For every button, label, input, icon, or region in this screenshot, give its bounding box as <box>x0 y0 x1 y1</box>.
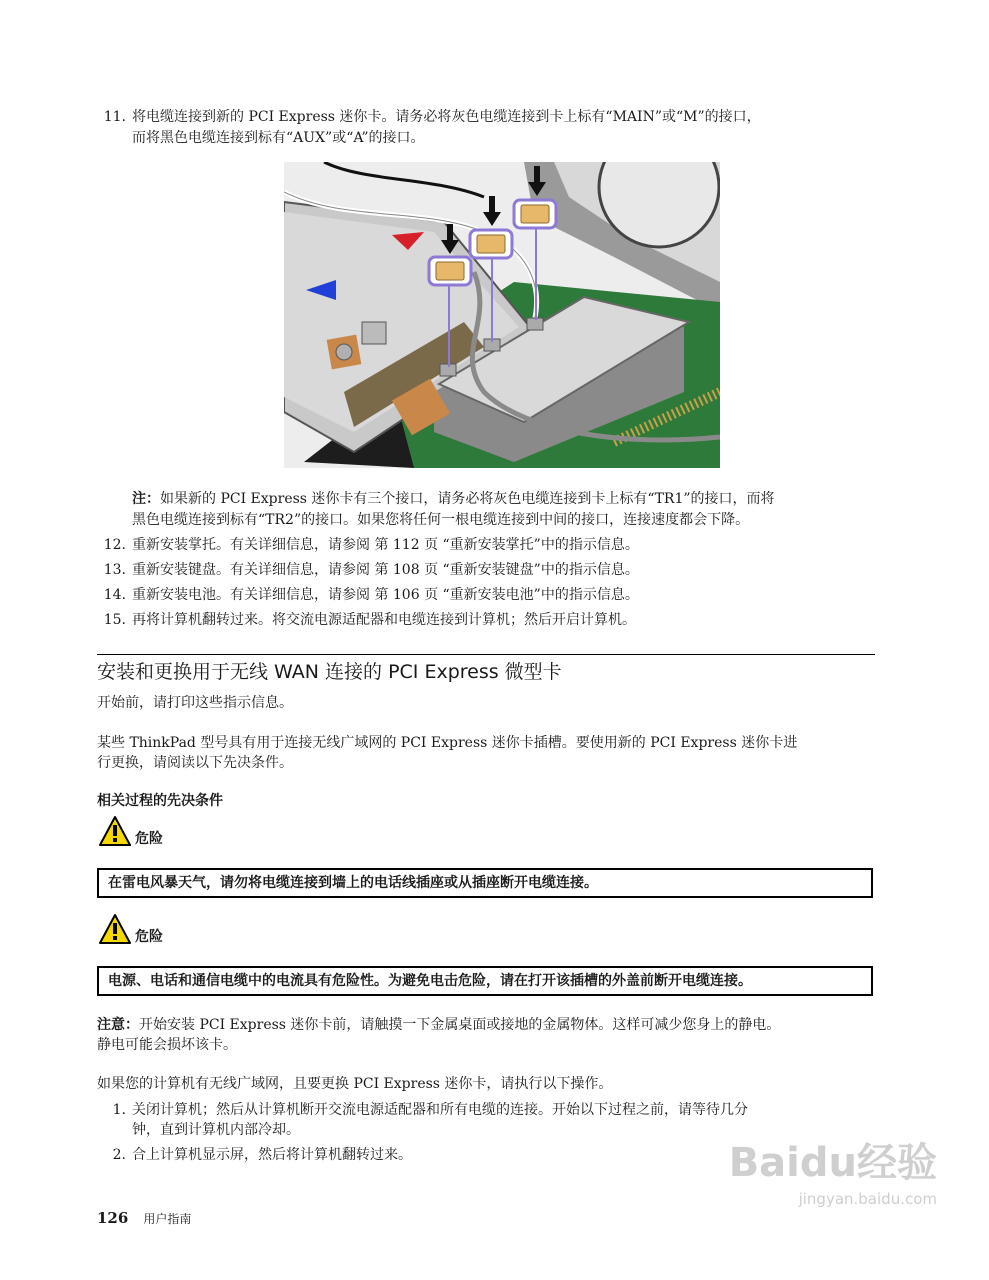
step-text: 关闭计算机；然后从计算机断开交流电源适配器和所有电缆的连接。开始以下过程之前，请等待几分 <box>132 1102 748 1118</box>
connector-aux <box>429 257 471 285</box>
list-item <box>96 584 639 606</box>
section-paragraph: 某些 ThinkPad 型号具有用于连接无线广域网的 PCI Express 迷你卡插槽。要使用新的 PCI Express 迷你卡进 <box>97 735 798 751</box>
warning-triangle-icon <box>98 815 132 847</box>
note-static-continuation: 静电可能会损坏该卡。 <box>97 1037 237 1053</box>
danger-notice-2 <box>98 913 218 953</box>
step-text: 重新安装电池。有关详细信息，请参阅 第 106 页 “重新安装电池”中的指示信息。 <box>132 587 639 603</box>
danger-label: 危险 <box>135 929 163 945</box>
watermark-url: jingyan.baidu.com <box>798 1190 937 1208</box>
section-paragraph-continuation: 行更换，请阅读以下先决条件。 <box>97 755 293 771</box>
procedure-intro: 如果您的计算机有无线广域网，且要更换 PCI Express 迷你卡，请执行以下操作。 <box>97 1076 613 1092</box>
danger-label: 危险 <box>135 831 163 847</box>
list-item <box>96 534 639 556</box>
step-text: 重新安装掌托。有关详细信息，请参阅 第 112 页 “重新安装掌托”中的指示信息。 <box>132 537 639 553</box>
note-figure-continuation: 黑色电缆连接到标有“TR2”的接口。如果您将任何一根电缆连接到中间的接口，连接速度都会下降。 <box>132 512 750 528</box>
watermark-logo: Baidu经验 <box>728 1140 937 1186</box>
note-static <box>97 1014 780 1036</box>
step-text: 再将计算机翻转过来。将交流电源适配器和电缆连接到计算机；然后开启计算机。 <box>132 612 636 628</box>
danger-box-2: 电源、电话和通信电缆中的电流具有危险性。为避免电击危险，请在打开该插槽的外盖前断开电缆连接。 <box>97 966 873 996</box>
warning-triangle-icon <box>98 913 132 945</box>
section-intro: 开始前，请打印这些指示信息。 <box>97 695 293 711</box>
step-number: 15. <box>103 612 126 628</box>
danger-notice-1 <box>98 815 218 855</box>
step-number: 11. <box>103 109 126 125</box>
section-title: 安装和更换用于无线 WAN 连接的 PCI Express 微型卡 <box>97 661 562 683</box>
step-number: 2. <box>112 1147 126 1163</box>
page-number: 126 <box>97 1209 129 1227</box>
step-number: 12. <box>103 537 126 553</box>
step-number: 13. <box>103 562 126 578</box>
step-number: 14. <box>103 587 126 603</box>
prereq-heading: 相关过程的先决条件 <box>97 793 223 809</box>
cable-connection-figure <box>284 162 720 468</box>
list-item <box>96 559 639 581</box>
list-item <box>96 609 636 631</box>
connector-middle <box>470 230 512 258</box>
note-text: 如果新的 PCI Express 迷你卡有三个接口，请务必将灰色电缆连接到卡上标有“TR1”的接口，而将 <box>160 491 775 507</box>
note-label: 注： <box>132 491 160 507</box>
danger-box-1: 在雷电风暴天气，请勿将电缆连接到墙上的电话线插座或从插座断开电缆连接。 <box>97 868 873 898</box>
step-text: 将电缆连接到新的 PCI Express 迷你卡。请务必将灰色电缆连接到卡上标有“MAIN”或“M”的接口， <box>132 109 761 125</box>
guide-title: 用户指南 <box>143 1212 192 1226</box>
step-continuation: 钟，直到计算机内部冷却。 <box>132 1122 300 1138</box>
watermark <box>729 1140 937 1208</box>
step-11 <box>96 106 761 128</box>
step-text: 合上计算机显示屏，然后将计算机翻转过来。 <box>132 1147 412 1163</box>
step-number: 1. <box>112 1102 126 1118</box>
connector-main <box>514 200 556 228</box>
step-text: 重新安装键盘。有关详细信息，请参阅 第 108 页 “重新安装键盘”中的指示信息。 <box>132 562 639 578</box>
note-figure <box>132 488 775 510</box>
list-item <box>96 1099 748 1121</box>
note-label: 注意： <box>97 1017 139 1033</box>
step-11-continuation: 而将黑色电缆连接到标有“AUX”或“A”的接口。 <box>132 130 425 146</box>
page-footer <box>97 1208 191 1227</box>
note-text: 开始安装 PCI Express 迷你卡前，请触摸一下金属桌面或接地的金属物体。这样可减少您身上的静电。 <box>139 1017 781 1033</box>
section-divider <box>97 654 875 655</box>
list-item <box>96 1144 412 1166</box>
